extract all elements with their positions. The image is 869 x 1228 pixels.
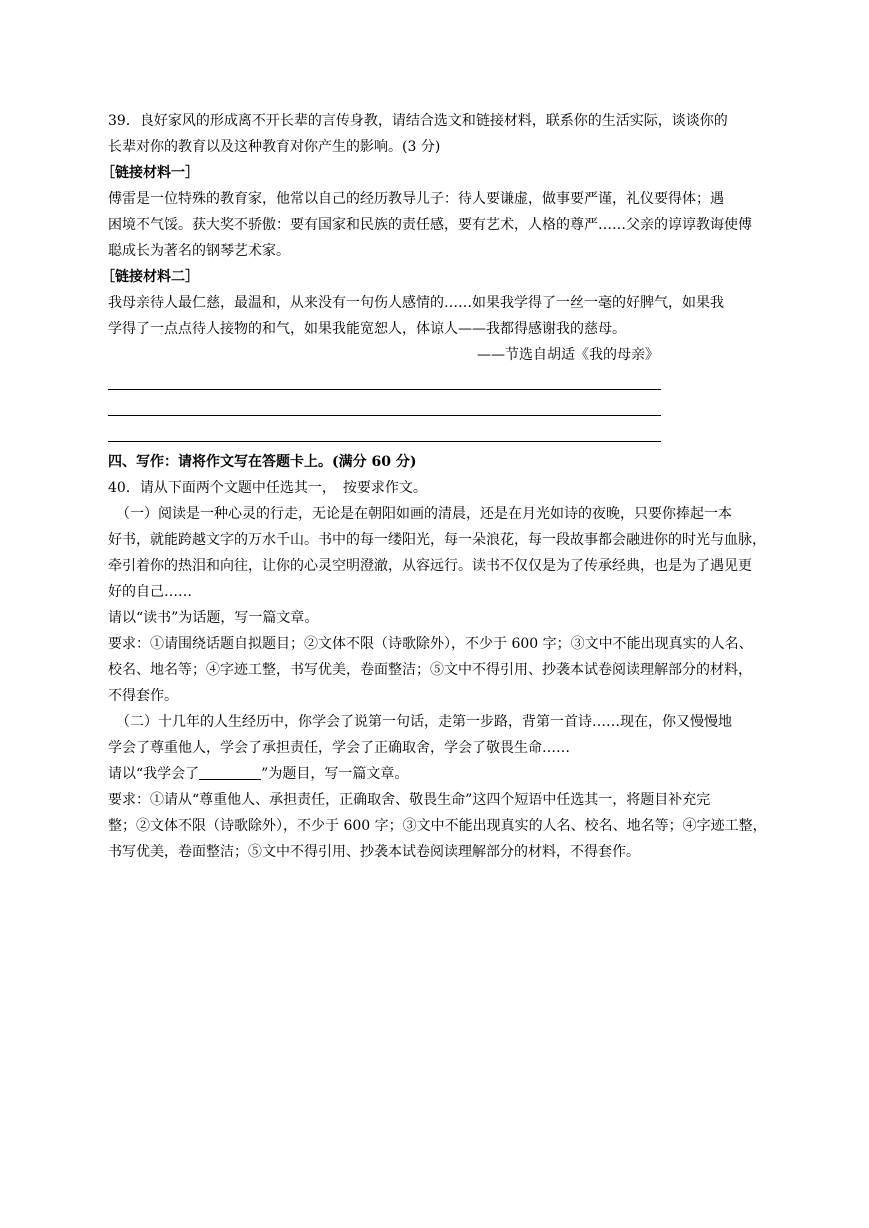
link-material-1-title: ［链接材料一］ bbox=[101, 165, 199, 181]
topic-1-req-2: 校名、地名等；④字迹工整，书写优美，卷面整洁；⑤文中不得引用、抄袭本试卷阅读理解部分的材料， bbox=[108, 662, 752, 678]
topic-2-line-2: 学会了尊重他人，学会了承担责任，学会了正确取舍，学会了敬畏生命…… bbox=[108, 740, 570, 756]
topic-2-req-2: 整；②文体不限（诗歌除外），不少于 600 字；③文中不能出现真实的人名、校名、地名等；④字迹工整， bbox=[108, 818, 767, 834]
topic-1-req-1: 要求：①请围绕话题自拟题目；②文体不限（诗歌除外），不少于 600 字；③文中不能出现真实的人名、 bbox=[108, 636, 753, 652]
topic-2-req-1: 要求：①请从“尊重他人、承担责任，正确取舍、敬畏生命”这四个短语中任选其一，将题目补充完 bbox=[108, 792, 711, 808]
link-material-2-source: ——节选自胡适《我的母亲》 bbox=[477, 347, 659, 363]
link-material-2-line-2: 学得了一点点待人接物的和气，如果我能宽恕人，体谅人——我都得感谢我的慈母。 bbox=[108, 321, 626, 337]
q39-line-1: 39．良好家风的形成离不开长辈的言传身教，请结合选文和链接材料，联系你的生活实际，谈谈你的 bbox=[108, 113, 728, 129]
topic-2-line-1: （二）十几年的人生经历中，你学会了说第一句话，走第一步路，背第一首诗……现在，你又慢慢地 bbox=[116, 714, 732, 730]
section-4-heading: 四、写作：请将作文写在答题卡上。(满分 60 分) bbox=[108, 454, 417, 470]
topic-2-prompt-pre: 请以“我学会了 bbox=[108, 766, 200, 782]
title-blank bbox=[199, 765, 261, 780]
link-material-2-title: ［链接材料二］ bbox=[101, 269, 199, 285]
answer-line-2[interactable] bbox=[108, 415, 661, 416]
link-material-1-line-1: 傅雷是一位特殊的教育家，他常以自己的经历教导儿子：待人要谦虚，做事要严谨，礼仪要得体；遇 bbox=[108, 191, 724, 207]
topic-2-prompt bbox=[108, 761, 790, 787]
topic-1-line-1: （一）阅读是一种心灵的行走，无论是在朝阳如画的清晨，还是在月光如诗的夜晚，只要你捧起一本 bbox=[116, 506, 732, 522]
link-material-1-line-2: 困境不气馁。获大奖不骄傲：要有国家和民族的责任感，要有艺术，人格的尊严……父亲的谆谆教诲使傅 bbox=[108, 217, 752, 233]
topic-2-req-3: 书写优美，卷面整洁；⑤文中不得引用、抄袭本试卷阅读理解部分的材料，不得套作。 bbox=[108, 844, 640, 860]
link-material-2-line-1: 我母亲待人最仁慈，最温和，从来没有一句伤人感情的……如果我学得了一丝一毫的好脾气，如果我 bbox=[108, 295, 724, 311]
answer-line-3[interactable] bbox=[108, 441, 661, 442]
topic-2-prompt-post: ”为题目，写一篇文章。 bbox=[261, 766, 409, 782]
answer-line-1[interactable] bbox=[108, 389, 661, 390]
topic-1-req-3: 不得套作。 bbox=[108, 688, 178, 704]
topic-1-prompt: 请以“读书”为话题，写一篇文章。 bbox=[108, 610, 319, 626]
topic-1-line-4: 好的自己…… bbox=[108, 584, 192, 600]
q40-instruction: 40．请从下面两个文题中任选其一， 按要求作文。 bbox=[108, 480, 427, 496]
topic-1-line-2: 好书，就能跨越文字的万水千山。书中的每一缕阳光，每一朵浪花，每一段故事都会融进你的时光与血脉， bbox=[108, 532, 766, 548]
link-material-1-line-3: 聪成长为著名的钢琴艺术家。 bbox=[108, 243, 290, 259]
q39-line-2: 长辈对你的教育以及这种教育对你产生的影响。(3 分) bbox=[108, 139, 441, 155]
topic-1-line-3: 牵引着你的热泪和向往，让你的心灵空明澄澈，从容远行。读书不仅仅是为了传承经典，也是为了遇见更 bbox=[108, 558, 752, 574]
